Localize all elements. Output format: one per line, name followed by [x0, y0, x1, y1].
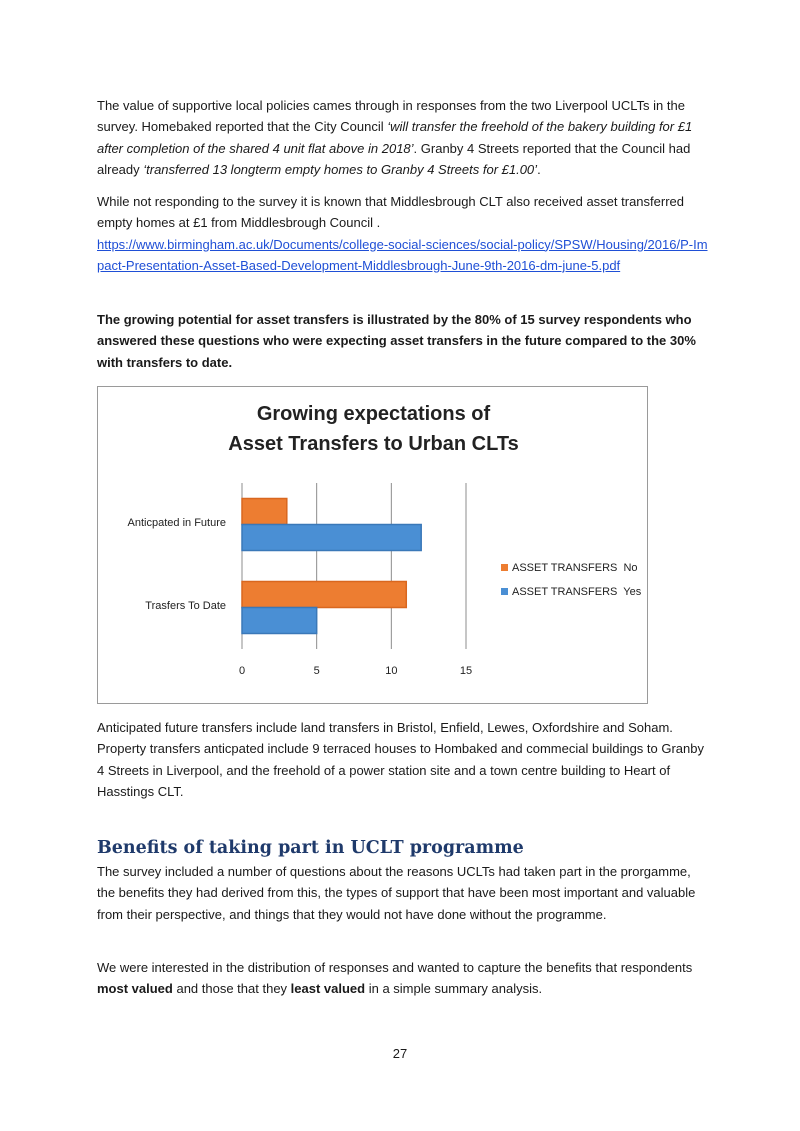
birmingham-report-link[interactable]: https://www.birmingham.ac.uk/Documents/college-social-sciences/social-policy/SPSW/Housing/2016/P-Impact-Presentation-Asset-Based-Development-Middlesbrough-June-9th-2016-dm-june-5.pdf [97, 236, 708, 273]
page-number: 27 [392, 1046, 408, 1061]
legend-swatch-no [501, 564, 508, 571]
p6-text-2: and those that they [172, 981, 291, 997]
paragraph-distribution [97, 957, 712, 1000]
legend-label-yes: ASSET TRANSFERS Yes [512, 586, 642, 598]
x-tick-label-10: 10 [385, 665, 398, 677]
category-label-to-date: Trasfers To Date [145, 599, 226, 612]
x-tick-label-15: 15 [459, 665, 473, 677]
chart-title-line-2: Asset Transfers to Urban CLTs [228, 433, 519, 455]
bar-no-to-date [242, 582, 406, 608]
legend-label-no: ASSET TRANSFERS No [512, 562, 638, 574]
legend-item-no [501, 562, 638, 574]
bar-yes-to-date [242, 608, 317, 634]
p6-text-1: We were interested in the distribution of responses and wanted to capture the benefits that respondents [97, 960, 693, 975]
paragraph-survey-questions: The survey included a number of questions about the reasons UCLTs had taken part in the prorgamme, the benefits they had derived from this, the types of support that have been most important and valuable from their perspective, and things that they would not have done without the programme. [97, 864, 696, 922]
p1-text-2: . Granby 4 Streets reported that the Council had already [97, 140, 691, 177]
homebaked-quote: ‘will transfer the freehold of the bakery building for £1 after completion of the shared 4 unit flat above in 2018’ [97, 119, 693, 156]
granby-quote: ‘transferred 13 longterm empty homes to Granby 4 Streets for £1.00’ [143, 161, 538, 177]
least-valued-text: least valued [290, 981, 366, 997]
category-label-future: Anticpated in Future [127, 516, 226, 529]
p2-text: While not responding to the survey it is known that Middlesbrough CLT also received asset transferred empty homes at £1 from Middlesbrough Council . [97, 194, 684, 231]
asset-transfers-chart [97, 386, 648, 704]
chart-plot [98, 387, 649, 705]
paragraph-growing-potential: The growing potential for asset transfers is illustrated by the 80% of 15 survey respondents who answered these questions who were expecting asset transfers in the future compared to the 30% with transfers to date. [97, 312, 696, 370]
p1-text-3: . [537, 161, 541, 177]
most-valued-text: most valued [97, 981, 173, 997]
paragraph-liverpool-policies [97, 95, 712, 180]
bar-yes-future [242, 525, 421, 551]
p6-text-3: in a simple summary analysis. [365, 981, 543, 997]
p1-text-1: The value of supportive local policies cames through in responses from the two Liverpool UCLTs in the survey. Homebaked reported that the City Council [97, 98, 685, 135]
legend-swatch-yes [501, 588, 508, 595]
paragraph-middlesbrough [97, 191, 712, 276]
section-heading: Benefits of taking part in UCLT programme [97, 838, 524, 858]
bar-no-future [242, 499, 287, 525]
paragraph-anticipated-transfers: Anticipated future transfers include land transfers in Bristol, Enfield, Lewes, Oxfordshire and Soham. Property transfers anticpated include 9 terraced houses to Hombaked and commecial buildings to Granby 4 Streets in Liverpool, and the freehold of a power station site and a town centre building to Heart of Hasstings CLT. [97, 720, 704, 799]
x-tick-label-0: 0 [238, 665, 246, 677]
chart-title-line-1: Growing expectations of [256, 403, 491, 425]
legend-item-yes [501, 586, 641, 598]
x-tick-label-5: 5 [313, 665, 320, 677]
